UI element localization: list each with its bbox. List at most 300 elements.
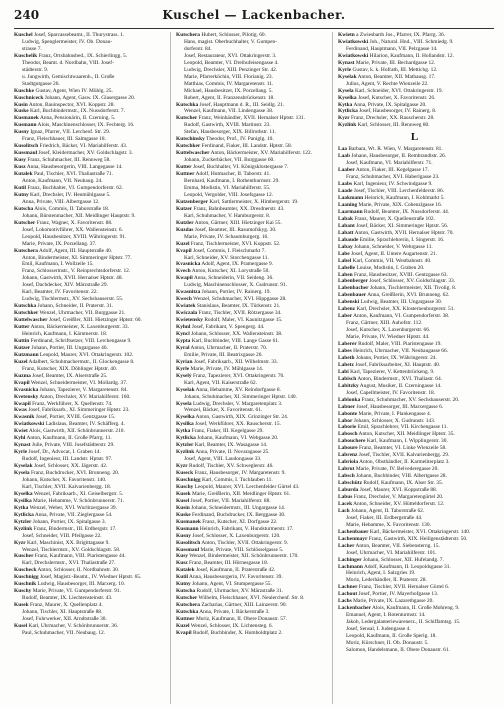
entry-surname: Kusmanek <box>176 518 201 525</box>
entry-details: Johann, Schlosser, X. Gudrunstr. 143. <box>353 417 436 424</box>
directory-entry <box>338 327 491 334</box>
entry-details: Josef, Tischler, XVII. Kalvarienbergg. 29. <box>358 452 450 459</box>
entry-details: Anton, Kutscher, XII. Meidlinger Hptstr. 35. <box>358 431 455 438</box>
entry-details: Josef, Portier, XVIII. Gentzgasse 15. <box>35 414 116 421</box>
directory-entry <box>176 345 329 352</box>
directory-entry <box>176 595 329 602</box>
entry-surname: Labenbauer <box>338 292 367 299</box>
entry-surname: Labant <box>338 222 355 229</box>
entry-details: Anton, Kaufmann, VI. Gumpendorferstr. 38. <box>353 313 450 320</box>
directory-entry <box>14 588 167 595</box>
entry-details: Josef, Portier, IV. Mayerhofgasse 13. <box>358 591 439 598</box>
entry-surname: Kyselka <box>14 490 33 497</box>
entry-surname: Kytka <box>176 428 191 435</box>
entry-details: Rudolf, Maler, VIII. Piaristengasse 19. <box>358 341 442 348</box>
entry-surname: Kutzmann <box>14 351 39 358</box>
entry-details: Franz, Maurer, X. Quellenplatz 4. <box>30 602 103 609</box>
entry-details: Anna, Private, I. Bäckerstraße 3. <box>199 609 270 616</box>
directory-entry <box>338 223 491 230</box>
entry-surname: Lachinger <box>338 556 362 563</box>
entry-surname: Kyzlink <box>14 525 33 532</box>
entry-details: Josef, Kaufmann, II. Praterstraße 42. <box>195 567 276 574</box>
directory-entry <box>176 421 329 428</box>
entry-surname: Lacher <box>338 542 355 549</box>
entry-surname: Labi <box>338 368 349 375</box>
entry-details: Wenzel, Bindermeister, XII. Schönbrunnerstr. 170. <box>189 553 299 560</box>
entry-surname: Kutzler <box>176 219 194 226</box>
directory-entry <box>338 74 491 81</box>
directory-entry <box>338 67 491 74</box>
directory-entry <box>338 647 491 654</box>
entry-details: Wenzel, Schuhmacher, XVI. Hippgasse 28. <box>193 296 287 303</box>
entry-surname: Kuttner <box>176 616 195 623</box>
entry-surname: Labosch <box>338 431 358 438</box>
entry-details: Anna, Private, IX. Spitalgasse 20. <box>353 101 427 108</box>
entry-surname: Kutschinsky <box>176 136 205 143</box>
directory-entry <box>14 303 167 310</box>
directory-entry <box>338 383 491 390</box>
directory-entry <box>338 459 491 466</box>
entry-surname: Kytzler <box>14 518 32 525</box>
entry-details: Joh., Natural. Hnd., VIII. Schmiedg. 9. <box>369 38 454 45</box>
entry-surname: Kyncl <box>176 330 190 337</box>
directory-entry <box>14 122 167 129</box>
entry-surname: Labenz <box>338 306 356 313</box>
entry-details: Michael, Hausbesitzer, IX. Porzellang. 5. <box>184 87 273 94</box>
directory-entry <box>14 81 167 88</box>
directory-entry <box>14 220 167 227</box>
directory-entry <box>338 390 491 397</box>
entry-details: Wenzel, Uhrmacher, VII. Burggasse 21. <box>39 310 126 317</box>
directory-entry <box>14 248 167 255</box>
directory-entry <box>176 456 329 463</box>
entry-details: Marie, Private, IX. Lazarethgasse 20. <box>353 598 434 605</box>
entry-details: Wilhelm, Fleischhauer, XVI. Neulerchenf. Str. 8. <box>198 595 305 602</box>
entry-surname: Kytka <box>14 504 29 511</box>
directory-entry <box>176 171 329 178</box>
entry-surname: Kytzler <box>176 442 194 449</box>
directory-entry <box>338 251 491 258</box>
directory-entry <box>14 380 167 387</box>
entry-details: Alois, Maschinenschlosser, IX. Fechterg. 16. <box>37 122 135 129</box>
entry-details: Josef, Buchhalter, VI. Königsklostergasse 7. <box>192 164 289 171</box>
directory-entry <box>338 81 491 88</box>
entry-surname: Kusek <box>176 490 191 497</box>
entry-details: Franz, Wagner, X. Favoritenstr. 88. <box>36 219 113 226</box>
entry-details: Karl, Beamter, IX. Wasagasse 14. <box>194 442 268 449</box>
directory-entry <box>176 81 329 88</box>
directory-entry <box>338 39 491 46</box>
directory-entry <box>176 442 329 449</box>
directory-entry <box>14 95 167 102</box>
entry-details: Anna, Private, VII. Zieglergasse 54. <box>34 511 113 518</box>
entry-details: Karl, Schuhmacher, V. Hamburgerstr. 8. <box>184 212 271 219</box>
entry-surname: Kwapil <box>14 400 31 407</box>
entry-details: Ludwig, Beamter, III. Ungargasse 30. <box>360 299 443 306</box>
entry-details: Adolf, Kaufmann, II. Leopoldsgasse 31. <box>363 563 451 570</box>
directory-entry <box>176 567 329 574</box>
directory-entry <box>14 574 167 581</box>
entry-details: Stanislaus, Beamter, IX. Türkenstr. 21. <box>196 303 281 310</box>
directory-entry <box>176 553 329 560</box>
directory-entry <box>176 150 329 157</box>
directory-entry <box>338 584 491 591</box>
entry-details: Franz, Tapezierer, XVI. Ottakringerstr. 76. <box>192 372 285 379</box>
entry-details: Johann, Agent, Gasw. IX. Glasergasse 20. <box>44 94 135 101</box>
entry-surname: Kyrle <box>338 66 352 73</box>
directory-entry <box>176 136 329 143</box>
entry-details: städterstr. 9. <box>22 66 49 73</box>
entry-details: Hubert, Schlosser, Pilotig. 60. <box>201 32 266 38</box>
entry-details: Franz, Buchhalter, VI. Gumpendorferstr. 62. <box>27 184 123 191</box>
directory-entry <box>338 619 491 626</box>
entry-surname: Kutter <box>176 164 192 171</box>
directory-entry <box>14 206 167 213</box>
entry-details: Leopold, Vergolder, VIII. Josefsgasse 12. <box>184 191 274 198</box>
entry-surname: Kutschka <box>176 609 199 616</box>
directory-entry <box>176 373 329 380</box>
directory-entry <box>14 442 167 449</box>
directory-entry <box>176 512 329 519</box>
entry-details: Wenzel, Bäcker, X. Favoritenstr. 61. <box>184 407 263 414</box>
entry-surname: Kutil <box>14 184 26 191</box>
directory-entry <box>14 519 167 526</box>
directory-entry <box>176 220 329 227</box>
directory-entry <box>338 424 491 431</box>
entry-surname: Kutalek <box>14 171 33 178</box>
entry-surname: Lachenmayr <box>338 535 368 542</box>
directory-entry <box>338 285 491 292</box>
entry-details: Josef, Dr., Advocat, I. Graben 14. <box>28 449 101 456</box>
entry-details: Marie, Private, VI. Gumpendorferstr. 91. <box>32 588 121 595</box>
directory-entry <box>176 95 329 102</box>
directory-entry <box>338 397 491 404</box>
directory-entry <box>14 498 167 505</box>
entry-surname: Kusel <box>14 623 28 630</box>
directory-entry <box>14 317 167 324</box>
directory-entry <box>14 449 167 456</box>
directory-entry <box>14 53 167 60</box>
directory-entry <box>176 574 329 581</box>
entry-details: Rudolf, Beamter, IX. Nussdorferstr. 44. <box>363 208 450 215</box>
entry-surname: Kusin <box>176 504 190 511</box>
entry-details: Karl, Commis, I. Tuchlauben 11. <box>201 477 273 483</box>
entry-surname: Labenski <box>338 299 360 306</box>
entry-details: Emil, Sprachlehrer, VII. Kirchengasse 11. <box>357 424 448 431</box>
entry-details: Leopold, Kaufmann, II. Große Sperlg. 18. <box>346 633 437 640</box>
entry-details: Josef, Kleidermacher, XV. Goldschlagstr. 3. <box>38 150 133 157</box>
entry-surname: Labrut <box>338 466 355 473</box>
directory-entry <box>176 67 329 74</box>
entry-details: Johann, Hausbesorger, II. Rembrandtstr. 26. <box>351 153 447 160</box>
entry-surname: Lach <box>338 507 350 514</box>
entry-surname: Kuscheck <box>14 567 37 574</box>
entry-details: Josef, Agent, VIII. Laudongasse 33. <box>184 456 262 463</box>
directory-entry <box>14 609 167 616</box>
entry-surname: Kutschera <box>14 247 38 254</box>
entry-details: Franz, Kaufmann, VIII. Piaristengasse 44. <box>34 553 126 560</box>
directory-entry <box>338 46 491 53</box>
entry-surname: Kyselka <box>338 94 357 101</box>
entry-details: Alois, Kaufmann, II. Große Mohreng. 9. <box>372 605 460 612</box>
entry-details: Anton, Obsthändler, II. Karmeliterplatz 3. <box>359 459 450 466</box>
entry-surname: Kutscher <box>14 219 36 226</box>
directory-entry <box>14 324 167 331</box>
directory-entry <box>338 115 491 122</box>
entry-details: Josef, Sensal, I. Judengasse 4. <box>346 626 411 633</box>
entry-details: dorferstr. 84. <box>184 45 212 52</box>
entry-surname: Laborie <box>338 424 357 431</box>
entry-details: Emil, Kaufmann, I. Wollzeile 15. <box>22 261 94 268</box>
directory-entry <box>14 414 167 421</box>
entry-details: Adolf, Agent, III. Hauptstraße 40. <box>39 247 113 254</box>
entry-surname: Kutny <box>14 191 29 198</box>
entry-details: Karl, Schneider, XVI. Ottakringerstr. 19. <box>354 87 443 94</box>
directory-entry <box>14 387 167 394</box>
directory-entry <box>14 345 167 352</box>
directory-entry <box>176 157 329 164</box>
entry-surname: Kuseck <box>176 470 194 477</box>
directory-entry <box>176 498 329 505</box>
directory-column-1 <box>14 32 171 704</box>
entry-details: Josef, Dachdecker, XIV. Märzstraße 29. <box>22 282 108 289</box>
directory-entry <box>14 338 167 345</box>
entry-details: Karl, Drechslermstr., XVI. Thaliastraße 27. <box>22 560 116 567</box>
directory-entry <box>338 278 491 285</box>
entry-details: Leopold, Hausbesitzer, XVIII. Währingerstr. 91. <box>22 233 127 240</box>
entry-details: Heinrich, Uhrmacher, VII. Neubaugasse 66. <box>353 347 449 354</box>
directory-entry <box>338 188 491 195</box>
entry-details: Anton, Bäckermeister, X. Laxenburgerstr. 33. <box>30 324 129 331</box>
entry-details: Franz, Maurer, X. Quellenstraße 102. <box>354 215 435 222</box>
entry-surname: Kyhl <box>14 435 26 442</box>
entry-details: Josef, Beamter, IX. Alserstraße 25. <box>32 372 108 379</box>
entry-details: Paul, Schuhmacher, VII. Neubaug. 12. <box>22 629 106 636</box>
directory-entry <box>176 380 329 387</box>
entry-surname: Kuttin <box>14 337 30 344</box>
entry-surname: Kyral <box>176 344 190 351</box>
directory-entry <box>338 564 491 571</box>
directory-entry <box>338 626 491 633</box>
entry-details: Franz, Bahnbeamter, XX. Dresdnerstr. 43. <box>193 205 285 212</box>
directory-entry <box>338 334 491 341</box>
directory-entry <box>176 178 329 185</box>
entry-details: Karl, Maschinist, XX. Brigittagasse 9. <box>27 539 110 546</box>
entry-details: Wenzel, Kaufmann, VII. Lindengasse 38. <box>184 108 274 115</box>
entry-details: Rudolf, Ingenieur, III. Landstr. Hptstr. 97. <box>22 456 113 463</box>
entry-details: Hans, magist. Oberbuchhalter, V. Gumpen- <box>184 38 278 45</box>
entry-surname: Lablonka <box>338 396 361 403</box>
directory-entry <box>338 376 491 383</box>
directory-entry <box>176 449 329 456</box>
directory-entry <box>14 192 167 199</box>
directory-entry <box>176 588 329 595</box>
entry-surname: Kwiatkowski <box>14 421 45 428</box>
entry-surname: Kuscher <box>14 553 34 560</box>
directory-entry <box>338 515 491 522</box>
directory-entry <box>176 53 329 60</box>
directory-entry <box>176 310 329 317</box>
directory-entry <box>176 394 329 401</box>
directory-entry <box>14 540 167 547</box>
entry-details: Josef, Hauptmann d. R., III. Seidlg. 21. <box>199 101 285 108</box>
entry-details: Moriz, Lederhändler, II. Praterstr. 28. <box>346 577 427 584</box>
entry-surname: Kusny <box>14 129 29 136</box>
directory-entry <box>14 533 167 540</box>
entry-details: Robert, Agent, II. Franzensbrückenstr. 18. <box>184 94 275 101</box>
entry-details: Anton, Drechsler, XV. Mariahilferstr. 160. <box>39 393 131 400</box>
directory-entry <box>14 129 167 136</box>
directory-entry <box>14 616 167 623</box>
entry-details: Marie, Hebamme, X. Favoritenstr. 130. <box>346 521 431 528</box>
directory-column-3 <box>338 32 494 704</box>
entry-details: Johann, Schneidermstr., III. Ungargasse 14. <box>191 504 286 511</box>
entry-details: Ludwig, Maschinenschlosser, X. Gudrunstr. 91. <box>184 282 287 289</box>
directory-entry <box>14 401 167 408</box>
entry-details: Rudolf, Maler, VI. Kaunitzgasse 15. <box>204 317 283 324</box>
entry-details: Anna, Hebamme, XV. Reindorfgasse 8. <box>195 386 281 393</box>
entry-surname: Kutzer <box>14 344 31 351</box>
entry-surname: Kutschera <box>176 32 200 38</box>
page-number: 240 <box>14 8 40 22</box>
entry-details: Franz, Schlossermstr., V. Reinprechtsdorferstr. 12. <box>22 268 131 275</box>
entry-details: Karl, Schlosser, III. Rennweg 80. <box>357 122 430 129</box>
entry-surname: Kutschera <box>176 602 200 609</box>
entry-details: Anna, Hausbesorgerin, IV. Favoritenstr. 39. <box>189 574 283 581</box>
entry-details: Karl, Tischler, XVII. Kalvarienbergg. 18. <box>22 483 112 490</box>
entry-surname: Laabs <box>338 181 353 188</box>
entry-details: Heinrich, Kaufmann, I. Kohlmarkt 5. <box>364 195 445 202</box>
entry-details: Josef, Kutscher, X. Laxenburgerstr. 66. <box>346 327 431 334</box>
entry-details: Karl, Kaufmann, I. Wipplingerstr. 30. <box>366 438 448 445</box>
directory-entry <box>14 366 167 373</box>
entry-surname: Labisch <box>338 375 357 382</box>
entry-details: Emilie, Private, III. Beatrixgasse 26. <box>184 351 263 358</box>
directory-entry <box>176 115 329 122</box>
entry-details: Anton, Bäckermeister, XV. Mariahilferstr. 122. <box>210 150 312 157</box>
entry-details: Marie, Private, IV. Belvederegasse 20. <box>355 466 439 473</box>
entry-details: Rudolf, Gastwirth, XVIII. Martinstr. 23. <box>184 122 271 129</box>
entry-details: Franz, Gastwirth, XIX. Heiligenstädterstr. 50. <box>368 535 468 542</box>
entry-surname: Labsch <box>338 473 355 480</box>
directory-entry <box>338 181 491 188</box>
directory-entry <box>14 136 167 143</box>
entry-details: Josef, Fiaker, III. Erdbergstraße 44. <box>346 514 423 521</box>
directory-entry <box>14 512 167 519</box>
entry-surname: Kwasnitza <box>176 289 201 296</box>
entry-details: Franz, Kutscher, XI. Dorfgasse 22. <box>202 518 278 525</box>
entry-surname: Kvech <box>176 268 191 275</box>
directory-entry <box>338 411 491 418</box>
entry-details: Gustav, k. k. Hofrath, III. Mettichg. 12. <box>352 66 438 73</box>
entry-details: Johann, Schlosser, XII. Hufelandg. 7. <box>363 556 444 563</box>
directory-columns <box>14 32 494 704</box>
entry-surname: Kuschke <box>14 87 35 94</box>
entry-surname: Kuzdas <box>176 226 194 233</box>
entry-surname: Labenberger <box>338 278 368 285</box>
entry-details: Anton, Bindermeister, XI. Simmeringer Hptstr. 77. <box>22 254 132 261</box>
entry-surname: Kyselý <box>176 372 192 379</box>
entry-details: Johann, Zuckerbäcker, VII. Burggasse 60. <box>184 157 275 164</box>
entry-details: Josef, Beamter, III. Rasumofskyg. 30. <box>194 226 277 233</box>
directory-entry <box>14 428 167 435</box>
entry-details: Johann, Tischlermeister, XII. Tivolig. 8. <box>369 285 457 292</box>
directory-entry <box>338 341 491 348</box>
directory-entry <box>14 171 167 178</box>
entry-surname: Kuschy <box>176 483 194 490</box>
entry-details: Theodor, Prof., IV. Paniglg. 10. <box>206 136 274 143</box>
entry-details: Franz, Beamter, VI. Linke Wienzeile 58. <box>359 445 447 452</box>
directory-entry <box>176 428 329 435</box>
entry-details: Josef, Hausbesorger, IV. Rainerg. 8. <box>359 108 437 115</box>
entry-surname: Labelle <box>338 264 356 271</box>
directory-entry <box>176 143 329 150</box>
entry-surname: Kuschniceck <box>14 94 44 101</box>
entry-details: Alois, Commis, II. Taborstraße 18. <box>34 205 110 212</box>
entry-details: Ludwig, Tischlermstr., XV. Sechshauserstr. 55. <box>22 296 124 303</box>
entry-surname: Kusz <box>14 164 26 171</box>
directory-entry <box>176 484 329 491</box>
entry-surname: Kwech <box>176 296 192 303</box>
entry-surname: Kuzel <box>176 240 190 247</box>
entry-details: Anton, Schneider, XV. Hütteldorferstr. 12. <box>353 500 445 507</box>
entry-details: Josef, Tischler, VIII. Lerchenfelderstr. 86. <box>353 188 445 195</box>
entry-details: Josef, Uhrmacher, VI. Mariahilferstr. 101. <box>346 549 437 556</box>
directory-entry <box>176 435 329 442</box>
directory-entry <box>176 227 329 234</box>
directory-entry <box>14 407 167 414</box>
entry-surname: Laaning <box>338 201 358 208</box>
entry-surname: Kytka <box>338 101 353 108</box>
entry-surname: Kynast <box>14 442 31 449</box>
entry-surname: Kyrian <box>176 358 193 365</box>
directory-entry <box>338 292 491 299</box>
directory-entry <box>338 95 491 102</box>
entry-details: Anna, Private, VIII. Albertgasse 12. <box>22 198 100 205</box>
entry-details: Marie, Private, IX. Porzellang. 37. <box>22 240 97 247</box>
directory-entry <box>176 338 329 345</box>
entry-surname: Kuschel <box>14 32 33 38</box>
entry-surname: Labonte <box>338 410 358 417</box>
entry-details: Josef, Schlosser, XV. Goldschlagstr. 33. <box>369 278 456 285</box>
directory-entry <box>338 536 491 543</box>
directory-entry <box>338 418 491 425</box>
entry-surname: Kutzer <box>176 205 193 212</box>
directory-entry <box>338 230 491 237</box>
directory-entry <box>338 272 491 279</box>
directory-entry <box>14 623 167 630</box>
entry-details: Julius, Agent, V. Rechte Wienzeile 22. <box>346 80 429 87</box>
entry-details: Josef, Fabriksarbeiter, XI. Hauptstr. 40. <box>355 361 441 368</box>
entry-details: Franz, Ortsbahnsbed., IX. Schierlingg. 5. <box>38 52 128 59</box>
directory-entry <box>176 74 329 81</box>
entry-surname: Kuttelwascher <box>14 317 48 324</box>
entry-details: Emma, Modistin, VI. Mariahilferstr. 55. <box>184 184 271 191</box>
directory-entry <box>14 310 167 317</box>
entry-details: Marie, Pfarrerköchin, VIII. Florianig. 23. <box>184 73 273 80</box>
entry-surname: Kwiatkowski <box>338 52 369 59</box>
entry-details: Anton, Gastwirth, XVII. Hernalser Hptstr. 70. <box>354 229 454 236</box>
entry-details: Johann, Schneider, V. Wehrgasse 11. <box>354 243 433 250</box>
entry-details: Marie, Greißlerin, XII. Meidlinger Hptstr. 61. <box>192 490 291 497</box>
entry-surname: Kwapil <box>176 275 193 282</box>
entry-surname: Kuschnigg <box>176 477 201 483</box>
directory-entry <box>14 491 167 498</box>
entry-surname: Kutschka <box>14 303 37 310</box>
directory-entry <box>338 237 491 244</box>
directory-entry <box>338 306 491 313</box>
directory-entry <box>14 88 167 95</box>
